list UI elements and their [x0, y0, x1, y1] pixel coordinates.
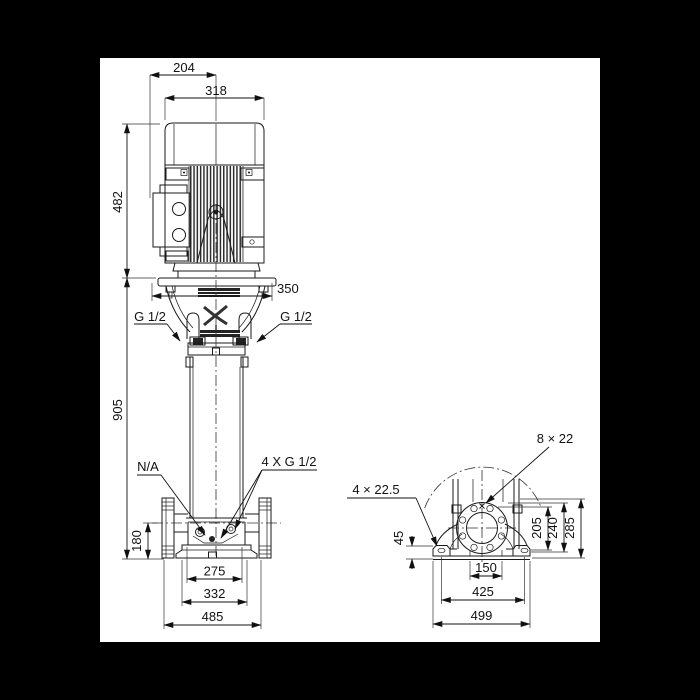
base-dimensions	[347, 431, 585, 628]
dim-motor-height: 482	[110, 191, 125, 213]
label-na: N/A	[137, 459, 159, 474]
label-drain-ports: 4 X G 1/2	[261, 454, 317, 469]
label-vent-left: G 1/2	[134, 309, 166, 324]
base-bolt-hole	[438, 548, 445, 552]
label-flange-holes: 8 × 22	[536, 431, 574, 446]
dim-motor-half-width: 204	[173, 60, 195, 75]
dim-port-offset: 150	[475, 560, 497, 575]
staybolt-left	[187, 313, 199, 339]
pump-dimensional-drawing	[100, 58, 600, 642]
motor-stool-plate	[158, 278, 276, 286]
label-base-holes: 4 × 22.5	[352, 482, 400, 497]
dim-base-inner-width: 275	[203, 563, 226, 579]
base-view	[347, 431, 585, 628]
base-plate	[176, 545, 257, 558]
foot-left	[433, 546, 450, 557]
discharge-flange	[245, 498, 271, 558]
pump-base-section	[152, 498, 281, 558]
terminal-box	[153, 185, 190, 256]
label-vent-right: G 1/2	[280, 309, 312, 324]
drain-plug	[209, 536, 215, 542]
motor	[153, 123, 276, 298]
base-feet	[433, 524, 530, 560]
dim-stool-width: 350	[277, 281, 299, 296]
dim-base-length: 499	[470, 608, 493, 623]
front-dimensions	[110, 60, 317, 629]
front-view	[110, 60, 317, 629]
motor-outline-arc	[425, 467, 542, 508]
dim-pump-height: 905	[110, 399, 125, 421]
dim-285: 285	[562, 517, 577, 539]
dim-foot-height: 45	[391, 530, 406, 546]
foot-right	[513, 546, 530, 557]
drawing-sheet	[100, 58, 600, 642]
cable-entry-hole	[173, 229, 186, 242]
dim-base-width: 332	[203, 586, 226, 601]
grundfos-logo	[204, 306, 227, 330]
dim-bolt-span: 425	[472, 584, 494, 599]
dim-motor-width: 318	[205, 83, 227, 98]
motor-fan-cover	[165, 123, 264, 165]
dim-port-height: 180	[129, 530, 144, 552]
dim-205: 205	[529, 517, 544, 539]
dim-240: 240	[545, 517, 560, 539]
cable-entry-hole	[173, 203, 186, 216]
vent-plug-left	[193, 338, 203, 345]
base-bolt-hole	[521, 548, 528, 552]
dim-port-to-port: 485	[201, 609, 224, 624]
